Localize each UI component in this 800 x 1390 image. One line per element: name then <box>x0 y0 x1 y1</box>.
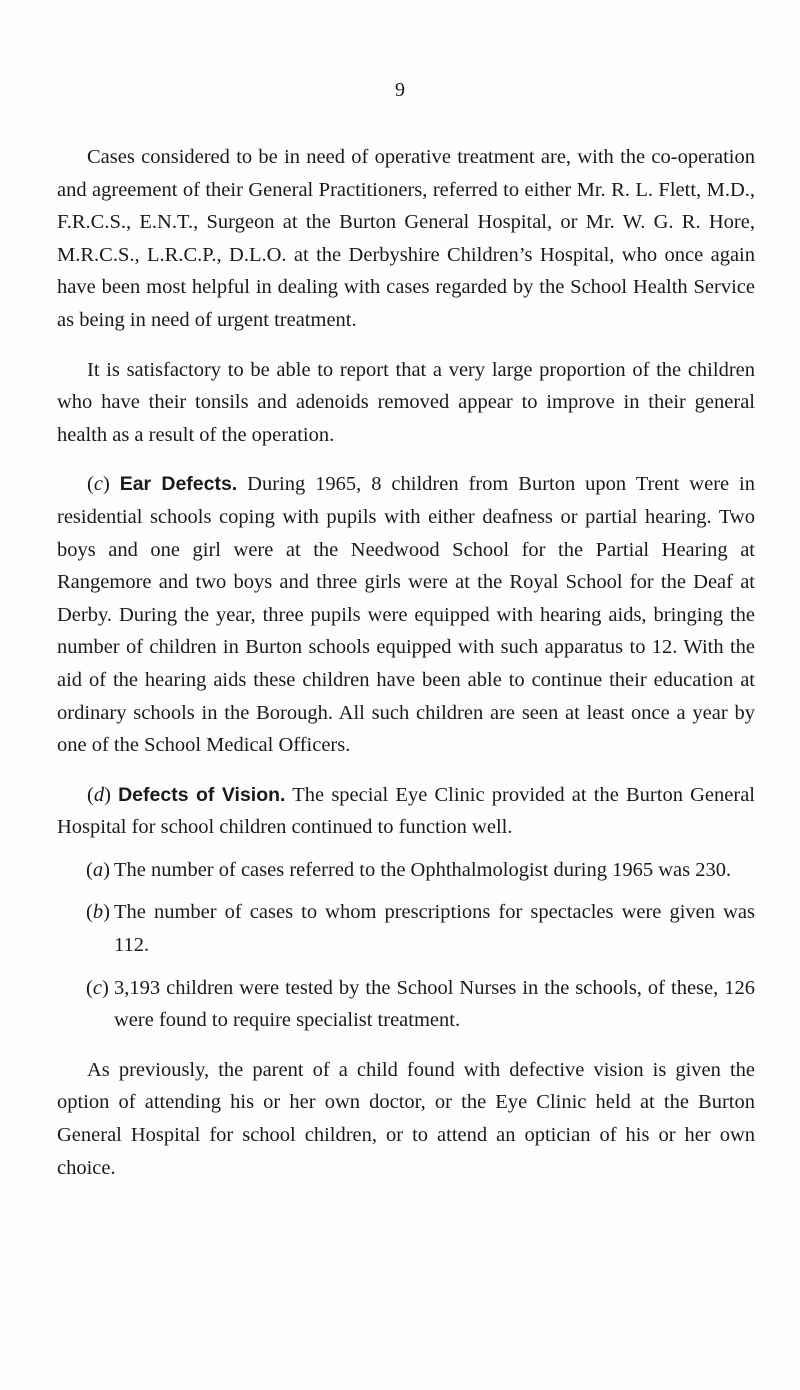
paragraph-parent-option: As previously, the parent of a child found with defective vision is given the option of attending his or her own doctor, or the Eye Clinic held at the Burton General Hospital for school children, or to attend an optician of his or her own choice. <box>57 1058 755 1179</box>
section-marker: c <box>93 473 103 496</box>
list-item-text: The number of cases to whom prescriptions for spectacles were given was 112. <box>114 901 755 957</box>
paragraph-operative-referrals: Cases considered to be in need of operative treatment are, with the co-operation and agreement of their General Practitioners, referred to either Mr. R. L. Flett, M.D., F.R.C.S., E.N.T., Surgeon at the Burton General Hospital, or Mr. W. G. R. Hore, M.R.C.S., L.R.C.P., D.L.O. at the Derbyshire Children’s Hospital, who once again have been most helpful in dealing with cases regarded by the School Health Service as being in need of urgent treatment. <box>57 146 755 331</box>
section-defects-of-vision: (d) Defects of Vision. The special Eye Clinic provided at the Burton General Hospital for school children continued to function well. <box>57 783 756 839</box>
list-item <box>57 972 755 1037</box>
list-marker: (a) <box>86 858 110 881</box>
paragraph-tonsils-adenoids: It is satisfactory to be able to report that a very large proportion of the children who have their tonsils and adenoids removed appear to improve in their general health as a result of the operation. <box>57 358 755 446</box>
list-item <box>57 896 755 961</box>
list-marker: (c) <box>86 976 109 999</box>
section-heading-ear-defects: Ear Defects. <box>119 473 238 496</box>
list-item-text: The number of cases referred to the Ophthalmologist during 1965 was 230. <box>114 858 732 881</box>
vision-statistics-list <box>57 854 755 1037</box>
section-heading-defects-of-vision: Defects of Vision. <box>118 783 286 806</box>
page-number: 9 <box>395 79 405 101</box>
body-text <box>57 141 755 1184</box>
section-ear-defects: (c) Ear Defects. During 1965, 8 children from Burton upon Trent were in residential schools coping with pupils with either deafness or partial hearing. Two boys and one girl were at the Needwood School for the Partial Hearing at Rangemore and two boys and three girls were at the Royal School for the Deaf at Derby. During the year, three pupils were equipped with hearing aids, bringing the number of children in Burton schools equipped with such apparatus to 12. With the aid of the hearing aids these children have been able to continue their education at ordinary schools in the Borough. All such children are seen at least once a year by one of the School Medical Officers. <box>57 473 756 757</box>
list-marker: (b) <box>86 901 110 924</box>
section-marker: d <box>93 783 105 806</box>
section-text-ear-defects: During 1965, 8 children from Burton upon Trent were in residential schools coping with pupils with either deafness or partial hearing. Two boys and one girl were at the Needwood School for the Partial Hearing at Rangemore and two boys and three girls were at the Royal School for the Deaf at Derby. During the year, three pupils were equipped with hearing aids, bringing the number of children in Burton schools equipped with such apparatus to 12. With the aid of the hearing aids these children have been able to continue their education at ordinary schools in the Borough. All such children are seen at least once a year by one of the School Medical Officers. <box>57 473 756 757</box>
section-text-defects-of-vision: The special Eye Clinic provided at the Burton General Hospital for school children continued to function well. <box>57 783 756 839</box>
list-item-text: 3,193 children were tested by the School Nurses in the schools, of these, 126 were found to require specialist treatment. <box>114 976 755 1032</box>
list-item <box>57 854 755 887</box>
